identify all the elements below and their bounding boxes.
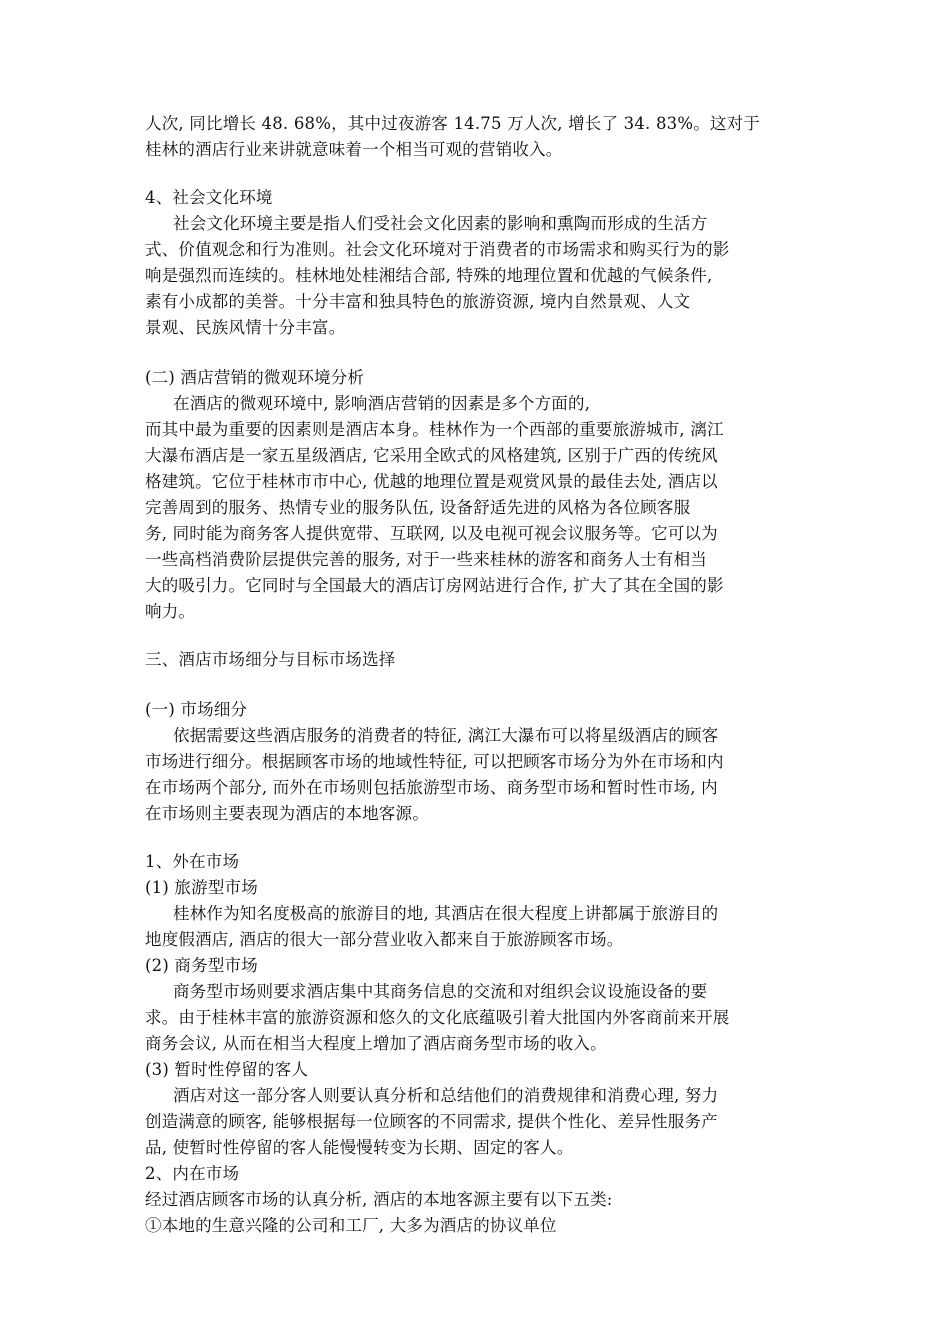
paragraph-line: 酒店对这一部分客人则要认真分析和总结他们的消费规律和消费心理, 努力 bbox=[173, 1086, 719, 1105]
section-heading: 2、内在市场 bbox=[145, 1164, 240, 1183]
paragraph-line: 求。由于桂林丰富的旅游资源和悠久的文化底蕴吸引着大批国内外客商前来开展 bbox=[145, 1008, 730, 1027]
paragraph-line: 商务会议, 从而在相当大程度上增加了酒店商务型市场的收入。 bbox=[145, 1034, 607, 1053]
paragraph-line: 大的吸引力。它同时与全国最大的酒店订房网站进行合作, 扩大了其在全国的影 bbox=[145, 576, 724, 595]
paragraph-line: 桂林作为知名度极高的旅游目的地, 其酒店在很大程度上讲都属于旅游目的 bbox=[173, 904, 719, 923]
paragraph-line: 桂林的酒店行业来讲就意味着一个相当可观的营销收入。 bbox=[145, 140, 563, 159]
paragraph-line: 响是强烈而连续的。桂林地处桂湘结合部, 特殊的地理位置和优越的气候条件, bbox=[145, 266, 713, 285]
section-heading: (一) 市场细分 bbox=[145, 700, 248, 719]
paragraph-line: 在市场两个部分, 而外在市场则包括旅游型市场、商务型市场和暂时性市场, 内 bbox=[145, 778, 718, 797]
paragraph-line: 依据需要这些酒店服务的消费者的特征, 漓江大瀑布可以将星级酒店的顾客 bbox=[173, 726, 719, 745]
paragraph-line: 大瀑布酒店是一家五星级酒店, 它采用全欧式的风格建筑, 区别于广西的传统风 bbox=[145, 446, 718, 465]
paragraph-line: 在酒店的微观环境中, 影响酒店营销的因素是多个方面的, bbox=[173, 394, 591, 413]
subsection-heading: (3) 暂时性停留的客人 bbox=[145, 1060, 309, 1079]
subsection-heading: (2) 商务型市场 bbox=[145, 956, 258, 975]
section-heading: 1、外在市场 bbox=[145, 852, 240, 871]
subsection-heading: (1) 旅游型市场 bbox=[145, 878, 258, 897]
paragraph-line: 创造满意的顾客, 能够根据每一位顾客的不同需求, 提供个性化、差异性服务产 bbox=[145, 1112, 718, 1131]
section-heading: 4、社会文化环境 bbox=[145, 188, 273, 207]
section-heading: (二) 酒店营销的微观环境分析 bbox=[145, 368, 365, 387]
paragraph-line: 商务型市场则要求酒店集中其商务信息的交流和对组织会议设施设备的要 bbox=[173, 982, 708, 1001]
paragraph-line: 完善周到的服务、热情专业的服务队伍, 设备舒适先进的风格为各位顾客服 bbox=[145, 498, 691, 517]
paragraph-line: 务, 同时能为商务客人提供宽带、互联网, 以及电视可视会议服务等。它可以为 bbox=[145, 524, 718, 543]
list-item: ①本地的生意兴隆的公司和工厂, 大多为酒店的协议单位 bbox=[145, 1216, 557, 1235]
paragraph-line: 人次, 同比增长 48. 68%，其中过夜游客 14.75 万人次, 增长了 34. 83%。这对于 bbox=[145, 114, 761, 133]
paragraph-line: 在市场则主要表现为酒店的本地客源。 bbox=[145, 804, 429, 823]
chapter-heading: 三、酒店市场细分与目标市场选择 bbox=[145, 650, 396, 669]
paragraph-line: 市场进行细分。根据顾客市场的地域性特征, 可以把顾客市场分为外在市场和内 bbox=[145, 752, 724, 771]
paragraph-line: 格建筑。它位于桂林市市中心, 优越的地理位置是观赏风景的最佳去处, 酒店以 bbox=[145, 472, 718, 491]
paragraph-line: 式、价值观念和行为准则。社会文化环境对于消费者的市场需求和购买行为的影 bbox=[145, 240, 730, 259]
paragraph-line: 品, 使暂时性停留的客人能慢慢转变为长期、固定的客人。 bbox=[145, 1138, 574, 1157]
paragraph-line: 经过酒店顾客市场的认真分析, 酒店的本地客源主要有以下五类: bbox=[145, 1190, 613, 1209]
paragraph-line: 而其中最为重要的因素则是酒店本身。桂林作为一个西部的重要旅游城市, 漓江 bbox=[145, 420, 724, 439]
paragraph-line: 地度假酒店, 酒店的很大一部分营业收入都来自于旅游顾客市场。 bbox=[145, 930, 624, 949]
paragraph-line: 社会文化环境主要是指人们受社会文化因素的影响和熏陶而形成的生活方 bbox=[173, 214, 708, 233]
paragraph-line: 响力。 bbox=[145, 602, 196, 621]
paragraph-line: 景观、民族风情十分丰富。 bbox=[145, 318, 346, 337]
paragraph-line: 素有小成都的美誉。十分丰富和独具特色的旅游资源, 境内自然景观、人文 bbox=[145, 292, 691, 311]
paragraph-line: 一些高档消费阶层提供完善的服务, 对于一些来桂林的游客和商务人士有相当 bbox=[145, 550, 707, 569]
